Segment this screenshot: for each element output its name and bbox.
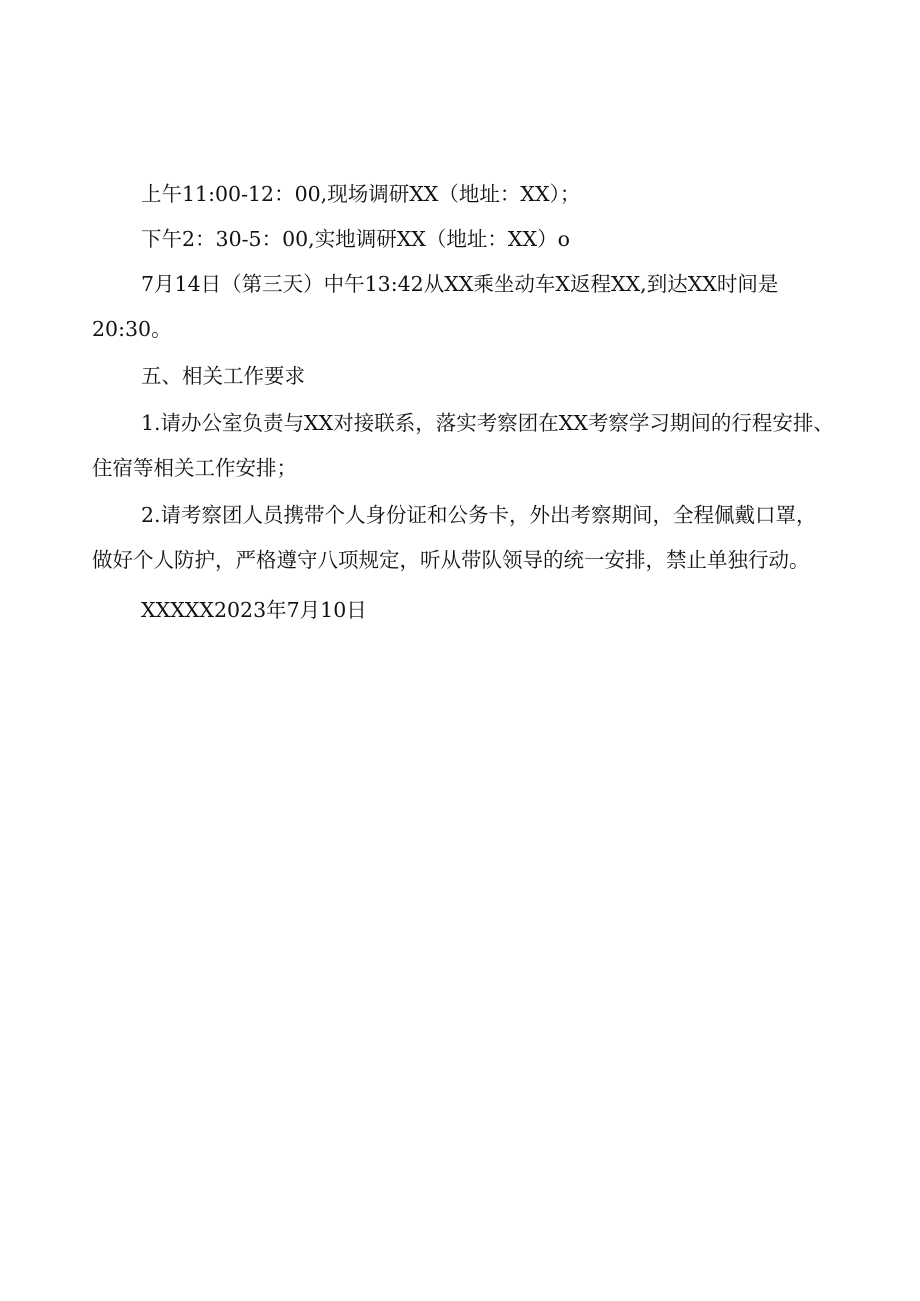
section-heading: 五、相关工作要求 [141,364,305,388]
signature-date: XXXXX2023年7月10日 [141,598,367,622]
requirement-item-1: 1.请办公室负责与XX对接联系，落实考察团在XX考察学习期间的行程安排、住宿等相关工作安排； [92,411,834,480]
requirement-item-2: 2.请考察团人员携带个人身份证和公务卡，外出考察期间，全程佩戴口罩，做好个人防护，严格遵守八项规定，听从带队领导的统一安排，禁止单独行动。 [92,503,817,572]
schedule-afternoon: 下午2：30-5：00,实地调研XX（地址：XX）o [141,227,570,251]
schedule-morning: 上午11:00-12：00,现场调研XX（地址：XX）； [141,182,581,206]
document-body [92,172,837,633]
schedule-day-three: 7月14日（第三天）中午13:42从XX乘坐动车X返程XX,到达XX时间是20:30。 [92,272,779,341]
